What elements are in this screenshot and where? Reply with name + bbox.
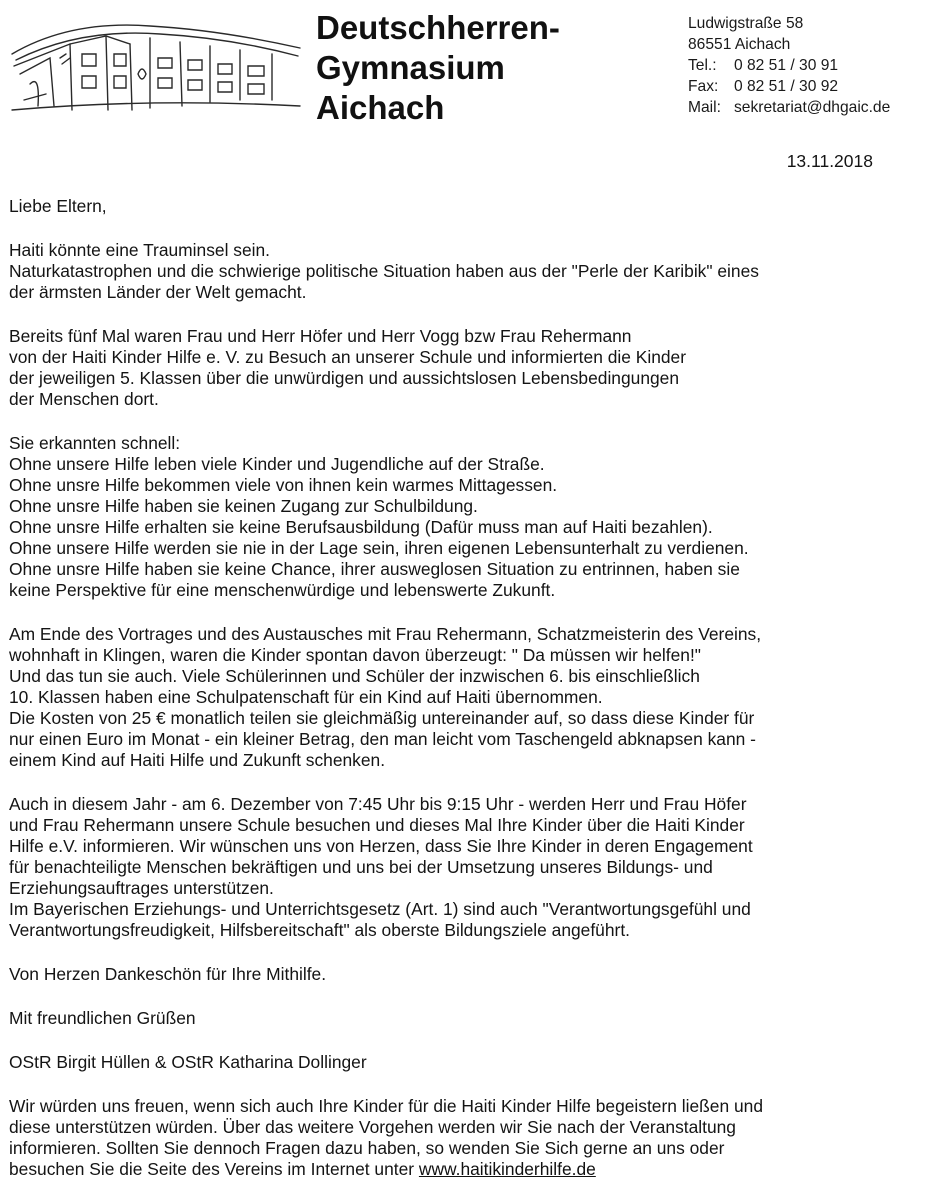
fax-row [688, 76, 890, 97]
text-line: nur einen Euro im Monat - ein kleiner Betrag, den man leicht vom Taschengeld abknapsen kann - [9, 729, 756, 749]
fax-value: 0 82 51 / 30 92 [734, 78, 839, 95]
text-line: Auch in diesem Jahr - am 6. Dezember von 7:45 Uhr bis 9:15 Uhr - werden Herr und Frau Höfer [9, 794, 747, 814]
text-line: diese unterstützen würden. Über das weitere Vorgehen werden wir Sie nach der Veranstaltung [9, 1117, 736, 1137]
text-line: Hilfe e.V. informieren. Wir wünschen uns von Herzen, dass Sie Ihre Kinder in deren Engagement [9, 836, 753, 856]
text-line: Die Kosten von 25 € monatlich teilen sie gleichmäßig untereinander auf, so dass diese Kinder für [9, 708, 755, 728]
text-line: Ohne unsere Hilfe werden sie nie in der Lage sein, ihren eigenen Lebensunterhalt zu verdienen. [9, 538, 749, 558]
text-line: Ohne unsre Hilfe bekommen viele von ihnen kein warmes Mittagessen. [9, 475, 558, 495]
letter-body [9, 196, 909, 1203]
text-line: Wir würden uns freuen, wenn sich auch Ihre Kinder für die Haiti Kinder Hilfe begeistern ließen und [9, 1096, 763, 1116]
paragraph-3 [9, 433, 909, 601]
text-line: einem Kind auf Haiti Hilfe und Zukunft schenken. [9, 750, 386, 770]
text-line: Am Ende des Vortrages und des Austausches mit Frau Rehermann, Schatzmeisterin des Vereins, [9, 624, 762, 644]
text-line: Sie erkannten schnell: [9, 433, 181, 453]
school-building-sketch-icon [10, 14, 302, 114]
mail-value: sekretariat@dhgaic.de [734, 99, 891, 116]
contact-block [688, 13, 890, 118]
school-name [316, 8, 560, 128]
paragraph-1 [9, 240, 909, 303]
text-line: für benachteiligte Menschen bekräftigen und uns bei der Umsetzung unseres Bildungs- und [9, 857, 713, 877]
text-line: Ohne unsre Hilfe haben sie keinen Zugang zur Schulbildung. [9, 496, 478, 516]
paragraph-2 [9, 326, 909, 410]
text-line: der Menschen dort. [9, 389, 159, 409]
postscript-lines [9, 1096, 909, 1159]
school-name-line: Aichach [316, 89, 445, 126]
website-link[interactable]: www.haitikinderhilfe.de [418, 1159, 596, 1179]
text-line: Ohne unsere Hilfe leben viele Kinder und Jugendliche auf der Straße. [9, 454, 545, 474]
postscript [9, 1096, 909, 1180]
thanks-line: Von Herzen Dankeschön für Ihre Mithilfe. [9, 964, 327, 984]
postscript-last-prefix: besuchen Sie die Seite des Vereins im Internet unter [9, 1159, 419, 1179]
mail-row [688, 97, 890, 118]
mail-label: Mail: [688, 99, 721, 116]
tel-label: Tel.: [688, 57, 717, 74]
salutation: Liebe Eltern, [9, 196, 107, 216]
text-line: 10. Klassen haben eine Schulpatenschaft für ein Kind auf Haiti übernommen. [9, 687, 603, 707]
text-line: Verantwortungsfreudigkeit, Hilfsbereitschaft" als oberste Bildungsziele angeführt. [9, 920, 630, 940]
text-line: Bereits fünf Mal waren Frau und Herr Höfer und Herr Vogg bzw Frau Rehermann [9, 326, 632, 346]
text-line: Naturkatastrophen und die schwierige politische Situation haben aus der "Perle der Karibik" eines [9, 261, 759, 281]
text-line: keine Perspektive für eine menschenwürdige und lebenswerte Zukunft. [9, 580, 556, 600]
text-line: Haiti könnte eine Trauminsel sein. [9, 240, 270, 260]
text-line: wohnhaft in Klingen, waren die Kinder spontan davon überzeugt: " Da müssen wir helfen!" [9, 645, 701, 665]
text-line: von der Haiti Kinder Hilfe e. V. zu Besuch an unserer Schule und informierten die Kinder [9, 347, 687, 367]
text-line: der ärmsten Länder der Welt gemacht. [9, 282, 307, 302]
text-line: und Frau Rehermann unsere Schule besuchen und dieses Mal Ihre Kinder über die Haiti Kinder [9, 815, 745, 835]
text-line: Und das tun sie auch. Viele Schülerinnen und Schüler der inzwischen 6. bis einschließlich [9, 666, 700, 686]
paragraph-5 [9, 794, 909, 941]
address-city: 86551 Aichach [688, 36, 791, 53]
text-line: Ohne unsre Hilfe haben sie keine Chance, ihrer ausweglosen Situation zu entrinnen, haben sie [9, 559, 740, 579]
text-line: Ohne unsre Hilfe erhalten sie keine Berufsausbildung (Dafür muss man auf Haiti bezahlen). [9, 517, 713, 537]
text-line: Im Bayerischen Erziehungs- und Unterrichtsgesetz (Art. 1) sind auch "Verantwortungsgefühl und [9, 899, 751, 919]
text-line: informieren. Sollten Sie dennoch Fragen dazu haben, so wenden Sie Sich gerne an uns oder [9, 1138, 725, 1158]
text-line: der jeweiligen 5. Klassen über die unwürdigen und aussichtslosen Lebensbedingungen [9, 368, 680, 388]
letter-date: 13.11.2018 [786, 151, 873, 171]
postscript-last-line [9, 1159, 909, 1180]
closing-line: Mit freundlichen Grüßen [9, 1008, 196, 1028]
school-name-line: Deutschherren- [316, 9, 560, 46]
fax-label: Fax: [688, 78, 719, 95]
tel-value: 0 82 51 / 30 91 [734, 57, 839, 74]
tel-row [688, 55, 890, 76]
address-street: Ludwigstraße 58 [688, 15, 804, 32]
school-name-line: Gymnasium [316, 49, 505, 86]
school-logo [10, 14, 302, 114]
text-line: Erziehungsauftrages unterstützen. [9, 878, 274, 898]
signatories: OStR Birgit Hüllen & OStR Katharina Dollinger [9, 1052, 367, 1072]
paragraph-4 [9, 624, 909, 771]
